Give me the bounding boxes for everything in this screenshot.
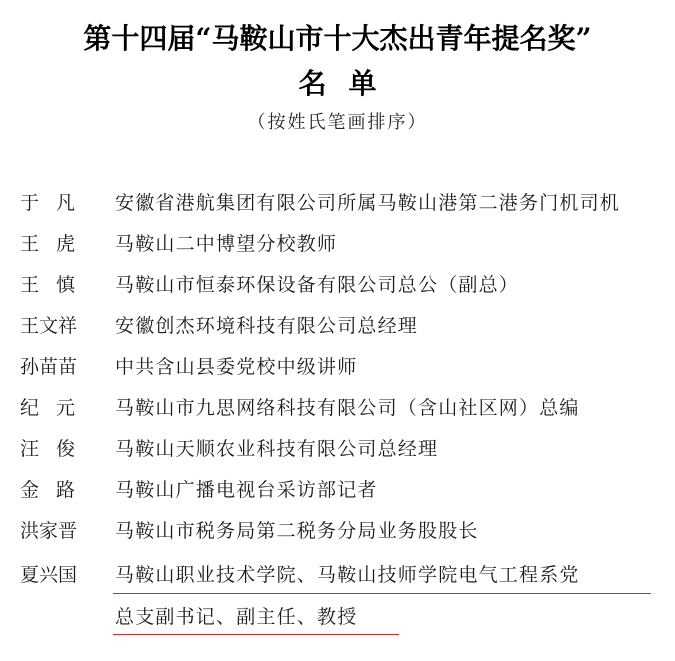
nominee-name: 洪家晋: [20, 520, 78, 542]
sort-note: （按姓氏笔画排序）: [247, 112, 428, 133]
document-subtitle: 名单: [298, 67, 399, 100]
nominee-name: 于凡: [20, 192, 93, 214]
nominee-description: 安徽省港航集团有限公司所属马鞍山港第二港务门机司机: [115, 192, 621, 214]
nominee-description: 马鞍山市税务局第二税务分局业务股股长: [115, 520, 479, 542]
nominee-name: 王慎: [20, 274, 93, 296]
nominee-name: 纪元: [20, 397, 93, 419]
nominee-description: 马鞍山职业技术学院、马鞍山技师学院电气工程系党: [115, 564, 580, 586]
nominee-description: 马鞍山二中博望分校教师: [115, 233, 338, 255]
nominee-description: 马鞍山天顺农业科技有限公司总经理: [115, 438, 439, 460]
document-title: 第十四届“马鞍山市十大杰出青年提名奖”: [83, 22, 592, 55]
nominee-name: 王文祥: [20, 315, 78, 337]
nominee-description: 马鞍山市九思网络科技有限公司（含山社区网）总编: [115, 397, 580, 419]
nominee-description-continued: 总支副书记、副主任、教授: [115, 606, 358, 628]
nominee-description: 安徽创杰环境科技有限公司总经理: [115, 315, 419, 337]
nominee-description: 马鞍山广播电视台采访部记者: [115, 479, 378, 501]
nominee-description: 中共含山县委党校中级讲师: [115, 356, 358, 378]
nominee-name: 王虎: [20, 233, 93, 255]
highlight-underline: [113, 593, 651, 594]
nominee-description: 马鞍山市恒泰环保设备有限公司总公（副总）: [115, 274, 520, 296]
nominee-name: 孙苗苗: [20, 356, 78, 378]
nominee-name: 夏兴国: [20, 564, 78, 586]
nominee-name: 金路: [20, 479, 93, 501]
highlight-underline: [113, 634, 399, 635]
nominee-name: 汪俊: [20, 438, 93, 460]
